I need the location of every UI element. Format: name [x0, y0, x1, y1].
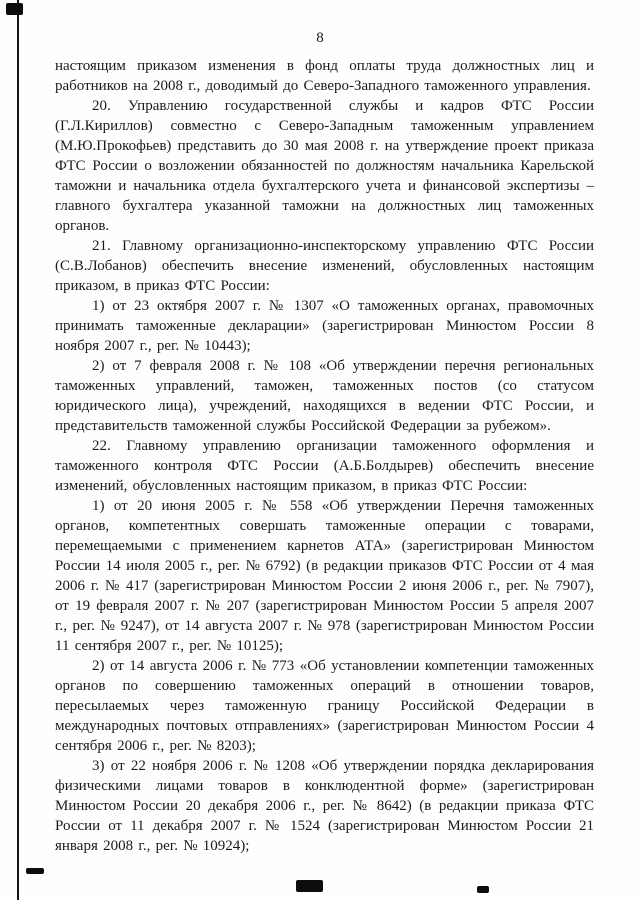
page-number: 8: [316, 30, 324, 46]
paragraph-item-20: 20. Управлению государственной службы и кадров ФТС России (Г.Л.Кириллов) совместно с Северо-Западным таможенным управлением (М.Ю.Прокофьев) представить до 30 мая 2008 г. на утверждение проект приказа ФТС России о возложении обязанностей по должностям начальника Карельской таможни и начальника отдела бухгалтерского учета и финансовой экспертизы – главного бухгалтера указанной таможни на должностных лиц таможенных органов.: [55, 98, 594, 234]
paragraph-item-21-sub-1: 1) от 23 октября 2007 г. № 1307 «О таможенных органах, правомочных принимать таможенные декларации» (зарегистрирован Минюстом России 8 ноября 2007 г., рег. № 10443);: [55, 298, 594, 354]
paragraph-item-21: 21. Главному организационно-инспекторскому управлению ФТС России (С.В.Лобанов) обеспечить внесение изменений, обусловленных настоящим приказом, в приказ ФТС России:: [55, 238, 594, 294]
document-body: [55, 56, 594, 856]
paragraph-item-22-sub-2: 2) от 14 августа 2006 г. № 773 «Об установлении компетенции таможенных органов по совершению таможенных операций в отношении товаров, пересылаемых через таможенную границу Российской Федерации в международных почтовых отправлениях» (зарегистрирован Минюстом России 4 сентября 2006 г., рег. № 8203);: [55, 658, 594, 754]
scan-artifact-left-edge-line: [17, 0, 19, 900]
scan-artifact-bottom-center-mark: [296, 880, 323, 892]
paragraph-item-21-sub-2: 2) от 7 февраля 2008 г. № 108 «Об утверждении перечня региональных таможенных управлений, таможен, таможенных постов (со статусом юридического лица), учреждений, находящихся в ведении ФТС России, и представительств таможенной службы Российской Федерации за рубежом».: [55, 358, 594, 434]
paragraph-continuation: настоящим приказом изменения в фонд оплаты труда должностных лиц и работников на 2008 г., доводимый до Северо-Западного таможенного управления.: [55, 58, 594, 94]
scan-artifact-bottom-right-mark: [477, 886, 489, 893]
scan-artifact-bottom-left-mark: [26, 868, 44, 874]
scan-artifact-top-left-mark: [6, 3, 23, 15]
paragraph-item-22: 22. Главному управлению организации таможенного оформления и таможенного контроля ФТС России (А.Б.Болдырев) обеспечить внесение изменений, обусловленных настоящим приказом, в приказ ФТС России:: [55, 438, 594, 494]
paragraph-item-22-sub-3: 3) от 22 ноября 2006 г. № 1208 «Об утверждении порядка декларирования физическими лицами товаров в конклюдентной форме» (зарегистрирован Минюстом России 20 декабря 2006 г., рег. № 8642) (в редакции приказа ФТС России от 11 декабря 2007 г. № 1524 (зарегистрирован Минюстом России 21 января 2008 г., рег. № 10924);: [55, 758, 594, 854]
paragraph-item-22-sub-1: 1) от 20 июня 2005 г. № 558 «Об утверждении Перечня таможенных органов, компетентных совершать таможенные операции с товарами, перемещаемыми с применением карнетов АТА» (зарегистрирован Минюстом России 14 июля 2005 г., рег. № 6792) (в редакции приказов ФТС России от 4 мая 2006 г. № 417 (зарегистрирован Минюстом России 2 июня 2006 г., рег. № 7907), от 19 февраля 2007 г. № 207 (зарегистрирован Минюстом России 5 апреля 2007 г., рег. № 9247), от 14 августа 2007 г. № 978 (зарегистрирован Минюстом России 11 сентября 2007 г., рег. № 10125);: [55, 498, 594, 654]
